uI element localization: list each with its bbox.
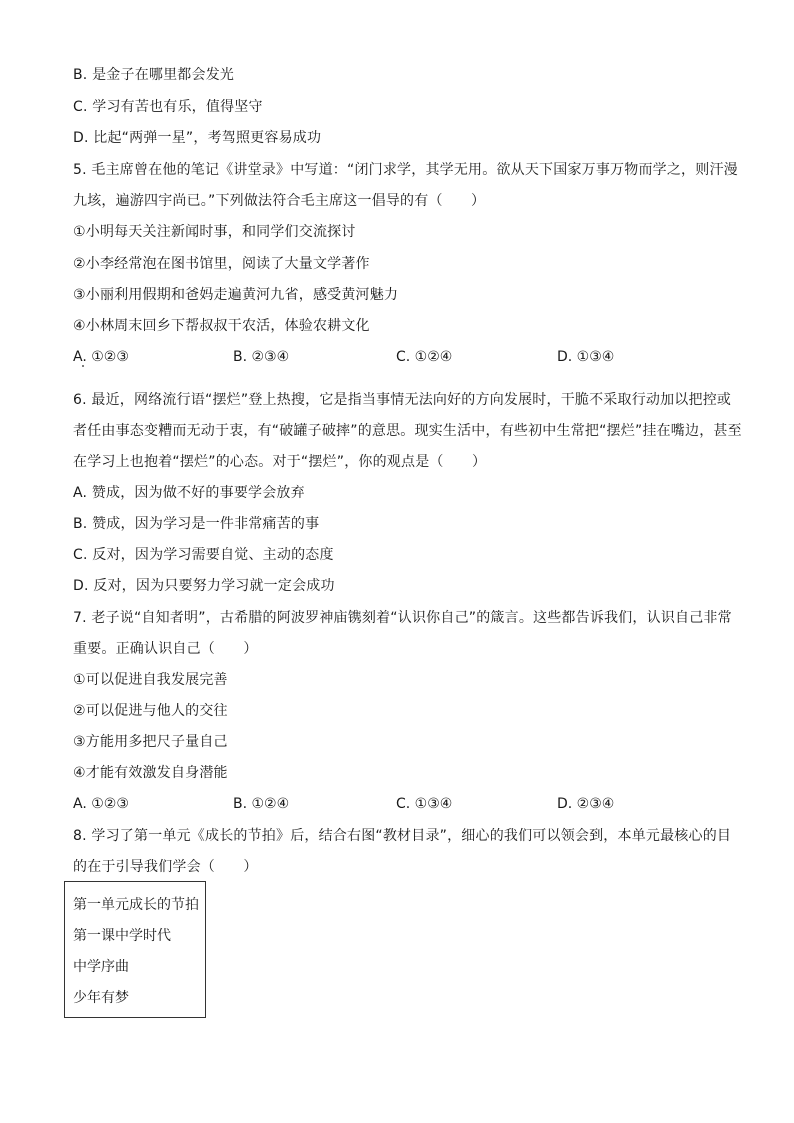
toc-lesson-title: 第一课中学时代 [73,928,171,944]
q6-stem-line-1: 6. 最近，网络流行语“摆烂”登上热搜，它是指当事情无法向好的方向发展时，干脆不采取行动加以把控或 [73,392,732,408]
q7-option-c: C. ①③④ [396,796,453,812]
q6-option-c: C. 反对，因为学习需要自觉、主动的态度 [73,547,334,563]
q6-option-b: B. 赞成，因为学习是一件非常痛苦的事 [73,516,320,532]
q7-stem-line-1: 7. 老子说“自知者明”，古希腊的阿波罗神庙镌刻着“认识你自己”的箴言。这些都告诉我们，认识自己非常 [73,610,732,626]
q7-statement-1: ①可以促进自我发展完善 [73,672,228,688]
q4-option-b: B. 是金子在哪里都会发光 [73,67,235,83]
q5-statement-3: ③小丽利用假期和爸妈走遍黄河九省，感受黄河魅力 [73,287,399,303]
q6-option-a: A. 赞成，因为做不好的事要学会放弃 [73,485,305,501]
toc-section-2: 少年有梦 [73,990,129,1006]
q5-statement-2: ②小李经常泡在图书馆里，阅读了大量文学著作 [73,256,370,272]
q5-statement-4: ④小林周末回乡下帮叔叔干农活，体验农耕文化 [73,318,370,334]
q5-option-d: D. ①③④ [557,349,615,365]
q5-stem-line-2: 九垓，遍游四宇尚已。”下列做法符合毛主席这一倡导的有（ ） [73,193,486,209]
toc-section-1: 中学序曲 [73,959,129,975]
q5-option-a: A. ①②③ [73,349,129,365]
stray-dot-mark [82,365,84,367]
q7-statement-3: ③方能用多把尺子量自己 [73,734,228,750]
q8-stem-line-1: 8. 学习了第一单元《成长的节拍》后，结合右图“教材目录”，细心的我们可以领会到，本单元最核心的目 [73,828,732,844]
q6-option-d: D. 反对，因为只要努力学习就一定会成功 [73,578,335,594]
q5-statement-1: ①小明每天关注新闻时事，和同学们交流探讨 [73,224,356,240]
q7-statement-2: ②可以促进与他人的交往 [73,703,228,719]
q7-option-a: A. ①②③ [73,796,129,812]
textbook-contents-box [64,881,206,1018]
q6-stem-line-2: 者任由事态变糟而无动于衷，有“破罐子破摔”的意思。现实生活中，有些初中生常把“摆烂”挂在嘴边，甚至 [73,423,742,439]
q7-stem-line-2: 重要。正确认识自己（ ） [73,641,258,657]
q7-option-b: B. ①②④ [233,796,290,812]
q7-statement-4: ④才能有效激发自身潜能 [73,765,228,781]
q6-stem-line-3: 在学习上也抱着“摆烂”的心态。对于“摆烂”，你的观点是（ ） [73,454,487,470]
q4-option-d: D. 比起“两弹一星”，考驾照更容易成功 [73,130,322,146]
q5-stem-line-1: 5. 毛主席曾在他的笔记《讲堂录》中写道：“闭门求学，其学无用。欲从天下国家万事万物而学之，则汗漫 [73,162,738,178]
toc-unit-title: 第一单元成长的节拍 [73,897,199,913]
q4-option-c: C. 学习有苦也有乐，值得坚守 [73,99,263,115]
q8-stem-line-2: 的在于引导我们学会（ ） [73,859,258,875]
q7-option-d: D. ②③④ [557,796,615,812]
q5-option-c: C. ①②④ [396,349,453,365]
q5-option-b: B. ②③④ [233,349,290,365]
